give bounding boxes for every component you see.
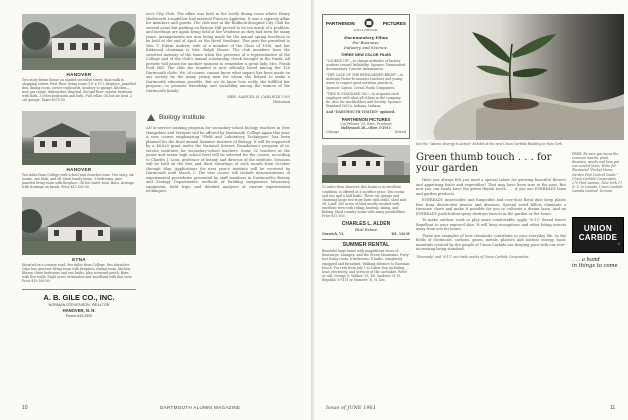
logo-registered-mark: ® (617, 242, 620, 247)
listing-description: Two story frame house on shaded secluded street, dual walk to shopping center. First floor: living room (18' x 13'), fireplace, panelled den, dining room, corner cupboards, lavatory to garage. Kitchen—new gas range, dishwasher, disposal. Second floor: master bedroom with bath, 3 other bedrooms and bath. Full cellar. Oil hot air heat, 2 car garage. Taxes $575.00. (22, 78, 136, 103)
film-note: And "DARTMOUTH VISITED" updated. (326, 110, 396, 115)
realtor-phone: Phone 643-2900 (65, 314, 93, 319)
page-number: 11 (610, 405, 616, 411)
realtor-ad (22, 289, 136, 318)
alden-tel: Tel. 342-W (391, 232, 410, 237)
parthenon-tagline-3: Industry and Science. (343, 45, 389, 50)
parthenon-logo-row (326, 18, 406, 28)
parthenon-cities (326, 130, 406, 134)
film-item: "THE CASE OF THE BEWILDERED BRIDE"—to motivate Home-Economics teachers and young wives to respect good nutrition practices. Sponsor: Lipton. Cereal Foods Companies. (326, 73, 404, 90)
slogan-line-2: in things to come (572, 263, 618, 270)
parthenon-ad (322, 14, 410, 139)
house-illustration (22, 14, 136, 70)
institute-heading-row (146, 112, 290, 122)
photo-caption: HANOVER (66, 166, 92, 172)
right-page (314, 0, 628, 420)
left-page (0, 0, 312, 420)
photo-caption: See the "Atomic Energy in Action" Exhibit at the new Union Carbide Building in New York (416, 142, 563, 146)
alden-house-photo (322, 145, 410, 183)
article-signature: MRS. SAMUEL R. CARLISLE ('30) (227, 95, 290, 99)
free-guide-offer: FREE: Be sure you know the common insects, plant diseases, weeds and how you can control them. Write for illustrated "Pocket Home Garden Pest Control Guide." Union Carbide Corporation, 270 Park Avenue, New York 17, N. Y. In Canada, Union Carbide Canada Limited, Toronto. (572, 152, 624, 193)
farmhouse-illustration (22, 111, 136, 165)
hands-seedling-photo (416, 14, 624, 140)
left-column-2 (146, 12, 290, 194)
listing-description: Ten miles from College with school and churches near. Two story, six rooms, one bath, and ell. Ideal family home, 3 bedrooms, pine paneled living room with fireplace. Oil hot water heat. Barn. Acreage with frontage on brook. Price $12,500.00. (22, 172, 135, 189)
slogan-line-1: . . . a hand (572, 257, 600, 264)
rental-text: Beautiful large home with magnificent views of Kearsarge, Sunapee, and the Green Mountains. Forty-foot living room, 6 bedrooms, 4 baths, completely equipped and furnished. Walking distance to Eastman beach. For rent from July 1 to Labor Day including, heat, electricity, and services of the caretaker. Write or call: George S. Walker '25, Tel. Andover, N. H. Republic 5-9111 or Hanover, N. H. Sec. (322, 249, 410, 282)
ad-paragraph: EVEREADY insecticides and fungicides and rose-dust floral dust keep plants free from destructive insects and diseases. Special weed killers eliminate a tiresome chore and make it possible for you to cultivate a dream lawn. And an EVEREADY push-button spray destroys insects in the garden or the home. (416, 198, 566, 216)
institute-article: AN in-service training program for secondary-school biology teachers in New Hampshire and Vermont will be offered by Dartmouth College again this year. A new course emphasizing "Field and Laboratory Techniques" has been planned for the third annual Summer Institute of Biology. It will be supported by a $4,620 grant under the National Science Foundation's program of in-service institutes for secondary-school teachers. Some 32 teachers at the junior and senior high school level will be selected for the course, according to Charles J. Lyon, professor of botany and director of the institute. Sessions will be held on the first and third Saturdays of each month from October through May. Applications for next year's institute will be received by Dartmouth until March 1. The new course will include demonstrations of experimental procedures presented by staff members in Dartmouth's Botany and Zoology Departments, methods of building inexpensive laboratory equipment, field trips, and detailed analyses of current experimental techniques. (146, 126, 290, 193)
rental-ad (322, 239, 410, 282)
article-signature-role: Historian (272, 99, 290, 104)
parthenon-footer-name: PARTHENON PICTURES (341, 117, 391, 123)
ad-paragraph: Have you always felt you need a special talent for growing beautiful flowers and appetizing fruits and vegetables? That may have been true in the past. But now you can easily have the green thumb touch . . . if you use EVEREADY lawn and garden products. (416, 178, 566, 196)
ad-sidebar (572, 152, 624, 269)
cape-house-illustration (22, 197, 136, 255)
film-item: "LOOKED UP"—to change attitudes of factory workers toward Reliability. Sponsor: Dismounted documentary. Convair-Astronautics. (326, 59, 406, 72)
alden-contact-row (322, 232, 410, 236)
logo-line-carbide: CARBIDE (578, 233, 618, 243)
trademark-note: "Eveready" and "6-12" are trade marks of Union Carbide Corporation. (416, 254, 530, 259)
magazine-name: DARTMOUTH ALUMNI MAGAZINE (160, 405, 241, 410)
colonial-house-illustration (322, 145, 410, 183)
listing-description: Situated on a country road, five miles from College, this attractive Cape has gracious living room with fireplace, dining room, kitchen, library, three bedrooms and two baths, plus screened porch. Barn with box stalls. Eight acres of meadow and woodland with fine view. Price $19,500.00. (22, 262, 133, 284)
photo-caption: ETNA (72, 256, 86, 262)
right-column-1 (322, 14, 410, 282)
film-item: "THIS IS STANDARD OIL"—to acquaint each employee with what all others in the company do. Also for stockholders and Society. Sponsor: Standard Oil Co. Indiana, Indiana. (326, 91, 402, 108)
alden-name: CHARLES L. ALDEN (341, 221, 391, 228)
logo-line-union: UNION (583, 224, 613, 234)
films-heading: THREE NEW COLOR FILMS (341, 53, 391, 57)
parthenon-logo-right: PICTURES (382, 20, 406, 26)
mountain-icon (146, 112, 156, 122)
house-photo-hanover-1 (22, 14, 136, 70)
parthenon-address: Hollywood 28—Olive 3-2911 (341, 126, 391, 131)
section-heading: Biology Institute (159, 113, 205, 121)
left-column-1 (22, 14, 136, 318)
alden-city: Norwich, Vt. (322, 232, 345, 237)
parthenon-emblem-icon (364, 18, 374, 28)
ad-paragraph: These are examples of how chemicals contribute to your everyday life. In the fields of chemicals, carbons, gases, metals, plastics and nuclear energy, basic materials created by the people of Union Carbide are keeping pace with our ever-increasing living standard. (416, 233, 566, 252)
union-carbide-ad (416, 14, 624, 269)
parthenon-contact: Coy Pelsner '29, Exec. Producer (340, 122, 392, 127)
house-photo-etna (22, 197, 136, 255)
realtor-name: A. B. GILE CO., INC. (43, 293, 115, 303)
parthenon-city: HOLLYWOOD (354, 28, 378, 32)
issue-label: Issue of JUNE 1961 (326, 405, 376, 411)
ad-paragraph: To make outdoor work or play more comfortable, apply "6-12" Brand Insect Repellent to your exposed skin. It will keep mosquitoes and other biting insects away from you for hours. (416, 218, 566, 232)
parthenon-tagline-1: Documentary Films (344, 35, 388, 40)
ad-headline: Green thumb touch . . . for your garden (416, 152, 552, 175)
realtor-subtitle: NORMAN STEVENSON, REALTOR (48, 303, 110, 308)
photo-caption: HANOVER (66, 72, 92, 77)
parthenon-city-detroit: Detroit (394, 130, 406, 135)
article-continuation: ers's City Club. The affair was held in the lovely dining room where Henry Wadsworth Longfellow had married Frances Appleton. It was a capacity affair for members and guests. The club met in the Bulfinch-designed City Club for several years but parking on Beacon Hill proved to be too much of a problem, and meetings are again being held at the Vendome as they had been for many years. Arrangements are now being made for the annual spring luncheon to be held at the end of April, at the Hotel Vendome. This year the president is Mrs. T. Edwin Andrew, wife of a member of the Class of 1936, and her Kirkwood chairman is Mrs. Ralph Moore. The club members have the sweetest memory of the times when the presence of a representative of the College and of the club's annual scholarship check brought in the funds. All present will pause for another moment to remember a great lady, Mrs. Frank Ford Hill. The club she founded is now officially listed among the 126 Dartmouth clubs. We, of course, cannot know what impact has been made on our society by the many young men for whom she helped to make a Dartmouth education possible. But we do know how richly she fulfilled her purpose—'to promote friendship and sociability among the women of the Dartmouth family.' (146, 12, 290, 93)
ad-main-copy (416, 152, 566, 269)
alden-listing: 12 miles from Hanover, this house is in excellent condition, is offered at a sacrifice price. Ten rooms and two and a half baths. Three car garage and charming large two-story barn with stalls, shed and ell. Land: 180 acres of land mostly wooded with excellent view with riding, hunting, skiing, and fishing. Ideal country home with many possibilities. Price $15,500. (322, 185, 406, 219)
parthenon-logo-left: PARTHENON (326, 20, 355, 26)
realtor-city: HANOVER, N. H. (62, 308, 96, 314)
rental-heading: SUMMER RENTAL (342, 242, 390, 249)
page-number: 10 (22, 405, 28, 411)
house-photo-hanover-2 (22, 111, 136, 165)
alden-role: Real Estate (354, 227, 378, 233)
ad-body-row (416, 152, 624, 269)
hands-holding-plant-illustration (416, 14, 624, 140)
union-carbide-logo (572, 217, 624, 253)
parthenon-city-chicago: Chicago (326, 130, 340, 135)
parthenon-tagline-2: For Business, (352, 40, 380, 45)
